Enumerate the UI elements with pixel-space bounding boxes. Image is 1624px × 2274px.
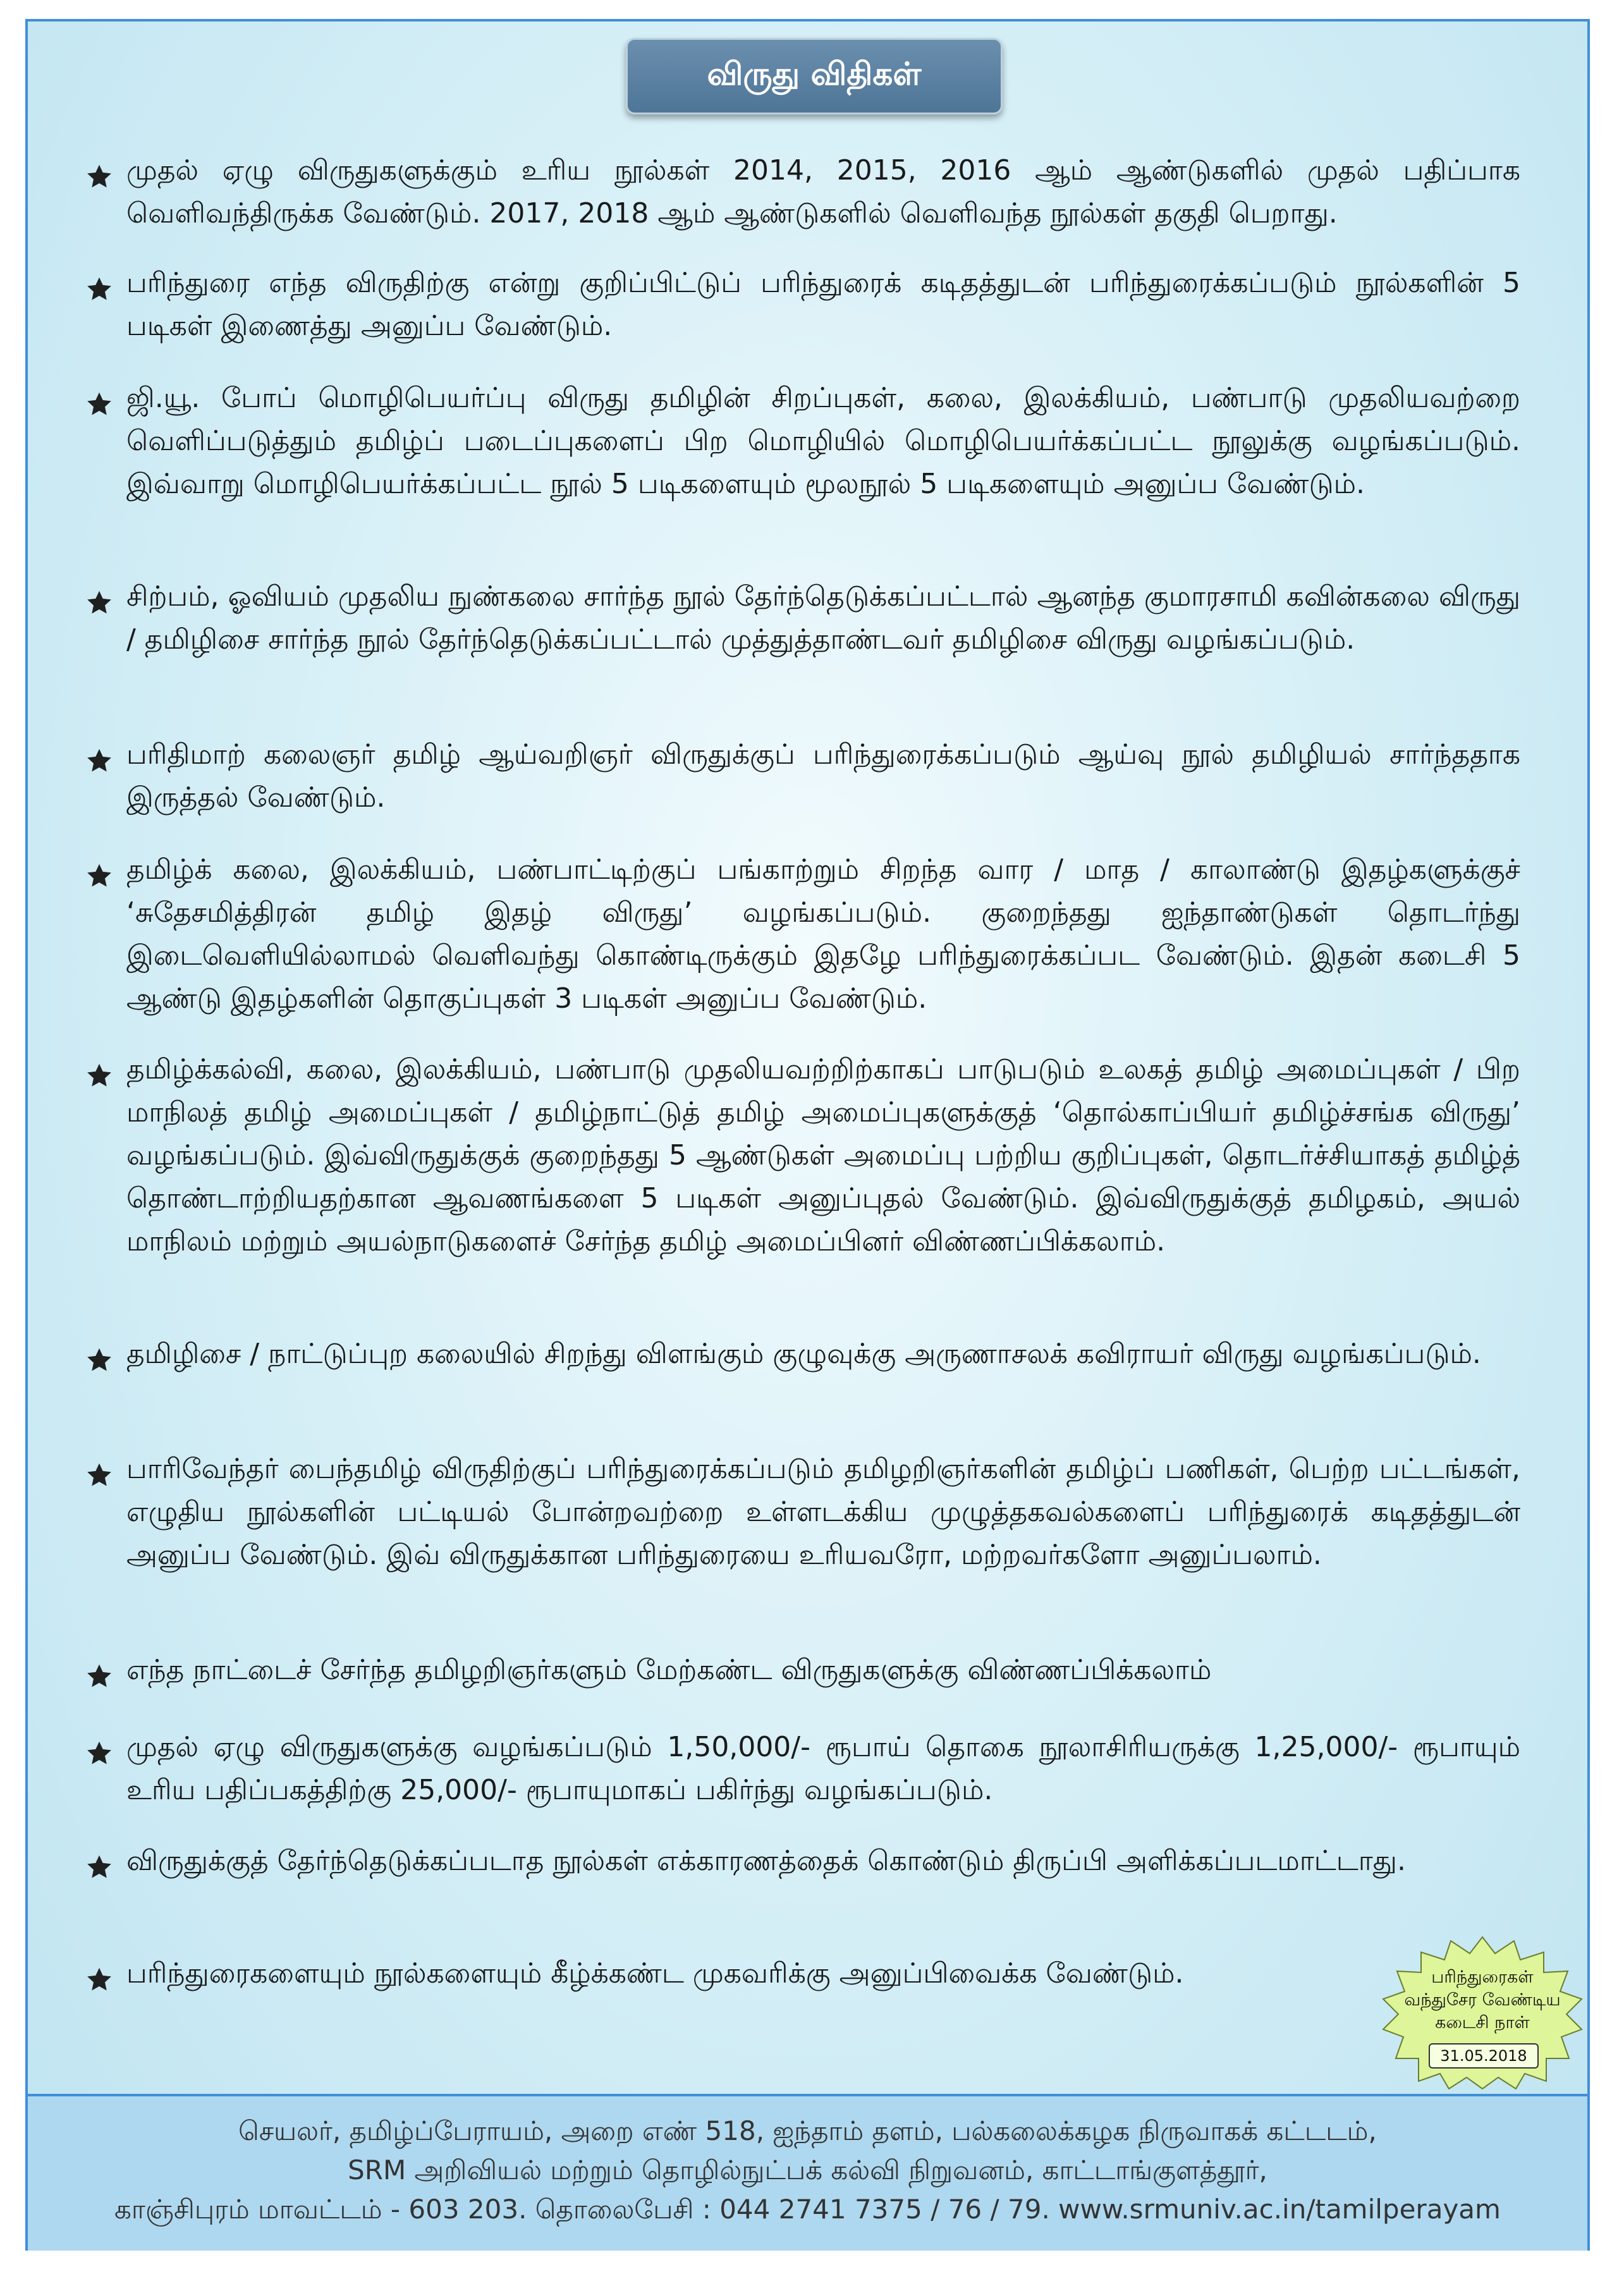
rule-text: முதல் ஏழு விருதுகளுக்கு வழங்கப்படும் 1,50,000/- ரூபாய் தொகை நூலாசிரியருக்கு 1,25,000/- ரூபாயும் உரிய பதிப்பகத்திற்கு 25,000/- ரூபாயுமாகப் பகிர்ந்து வழங்கப்படும். (126, 1731, 1520, 1806)
rule-item (126, 1333, 1520, 1376)
rule-text: தமிழ்க்கல்வி, கலை, இலக்கியம், பண்பாடு முதலியவற்றிற்காகப் பாடுபடும் உலகத் தமிழ் அமைப்புகள் / பிற மாநிலத் தமிழ் அமைப்புகள் / தமிழ்நாட்டுத் தமிழ் அமைப்புகளுக்குத் ‘தொல்காப்பியர் தமிழ்ச்சங்க விருது’ வழங்கப்படும். இவ்விருதுக்குக் குறைந்தது 5 ஆண்டுகள் அமைப்பு பற்றிய குறிப்புகள், தொடர்ச்சியாகத் தமிழ்த் தொண்டாற்றியதற்கான ஆவணங்களை 5 படிகள் அனுப்புதல் வேண்டும். இவ்விருதுக்குத் தமிழகம், அயல் மாநிலம் மற்றும் அயல்நாடுகளைச் சேர்ந்த தமிழ் அமைப்பினர் விண்ணப்பிக்கலாம். (126, 1053, 1520, 1257)
deadline-line-3: கடைசி நாள் (1435, 2013, 1530, 2033)
deadline-label (1403, 1966, 1561, 2034)
star-bullet-icon (85, 1663, 113, 1690)
rule-item (126, 1840, 1520, 1883)
rule-text: பரிதிமாற் கலைஞர் தமிழ் ஆய்வறிஞர் விருதுக்குப் பரிந்துரைக்கப்படும் ஆய்வு நூல் தமிழியல் சார்ந்ததாக இருத்தல் வேண்டும். (126, 738, 1520, 814)
rule-text: விருதுக்குத் தேர்ந்தெடுக்கப்படாத நூல்கள் எக்காரணத்தைக் கொண்டும் திருப்பி அளிக்கப்படமாட்டாது. (126, 1845, 1406, 1877)
star-bullet-icon (85, 862, 113, 890)
rule-item (126, 733, 1520, 819)
rule-item (126, 149, 1520, 235)
rule-item (126, 377, 1520, 506)
star-bullet-icon (85, 1062, 113, 1090)
star-bullet-icon (85, 391, 113, 419)
star-bullet-icon (85, 276, 113, 303)
rule-item (126, 1952, 1359, 1995)
address-line-2: SRM அறிவியல் மற்றும் தொழில்நுட்பக் கல்வி நிறுவனம், காட்டாங்குளத்தூர், (348, 2155, 1267, 2185)
deadline-line-1: பரிந்துரைகள் (1431, 1967, 1534, 1987)
deadline-badge (1378, 1935, 1587, 2089)
star-bullet-icon (85, 747, 113, 775)
deadline-date: 31.05.2018 (1429, 2043, 1539, 2069)
address-line-3: காஞ்சிபுரம் மாவட்டம் - 603 203. தொலைபேசி : 044 2741 7375 / 76 / 79. www.srmuniv.ac.in/tamilperayam (114, 2194, 1501, 2225)
deadline-line-2: வந்துசேர வேண்டிய (1404, 1990, 1561, 2010)
address-footer (28, 2094, 1587, 2251)
rule-text: முதல் ஏழு விருதுகளுக்கும் உரிய நூல்கள் 2014, 2015, 2016 ஆம் ஆண்டுகளில் முதல் பதிப்பாக வெளிவந்திருக்க வேண்டும். 2017, 2018 ஆம் ஆண்டுகளில் வெளிவந்த நூல்கள் தகுதி பெறாது. (126, 154, 1520, 229)
rule-item (126, 1726, 1520, 1812)
rule-item (126, 1649, 1520, 1692)
star-bullet-icon (85, 163, 113, 191)
rule-text: எந்த நாட்டைச் சேர்ந்த தமிழறிஞர்களும் மேற்கண்ட விருதுகளுக்கு விண்ணப்பிக்கலாம் (126, 1654, 1212, 1686)
rule-item (126, 848, 1520, 1020)
star-bullet-icon (85, 1740, 113, 1768)
rule-item (126, 575, 1520, 661)
star-bullet-icon (85, 1347, 113, 1374)
rule-text: பாரிவேந்தர் பைந்தமிழ் விருதிற்குப் பரிந்துரைக்கப்படும் தமிழறிஞர்களின் தமிழ்ப் பணிகள், பெற்ற பட்டங்கள், எழுதிய நூல்களின் பட்டியல் போன்றவற்றை உள்ளடக்கிய முழுத்தகவல்களைப் பரிந்துரைக் கடிதத்துடன் அனுப்ப வேண்டும். இவ் விருதுக்கான பரிந்துரையை உரியவரோ, மற்றவர்களோ அனுப்பலாம். (126, 1453, 1520, 1571)
star-bullet-icon (85, 1462, 113, 1489)
rule-text: ஜி.யூ. போப் மொழிபெயர்ப்பு விருது தமிழின் சிறப்புகள், கலை, இலக்கியம், பண்பாடு முதலியவற்றை வெளிப்படுத்தும் தமிழ்ப் படைப்புகளைப் பிற மொழியில் மொழிபெயர்க்கப்பட்ட நூலுக்கு வழங்கப்படும். இவ்வாறு மொழிபெயர்க்கப்பட்ட நூல் 5 படிகளையும் மூலநூல் 5 படிகளையும் அனுப்ப வேண்டும். (126, 382, 1520, 500)
rule-text: பரிந்துரைகளையும் நூல்களையும் கீழ்க்கண்ட முகவரிக்கு அனுப்பிவைக்க வேண்டும். (126, 1957, 1184, 1990)
rule-text: தமிழ்க் கலை, இலக்கியம், பண்பாட்டிற்குப் பங்காற்றும் சிறந்த வார / மாத / காலாண்டு இதழ்களுக்குச் ‘சுதேசமித்திரன் தமிழ் இதழ் விருது’ வழங்கப்படும். குறைந்தது ஐந்தாண்டுகள் தொடர்ந்து இடைவெளியில்லாமல் வெளிவந்து கொண்டிருக்கும் இதழே பரிந்துரைக்கப்பட வேண்டும். இதன் கடைசி 5 ஆண்டு இதழ்களின் தொகுப்புகள் 3 படிகள் அனுப்ப வேண்டும். (126, 853, 1520, 1015)
rule-text: பரிந்துரை எந்த விருதிற்கு என்று குறிப்பிட்டுப் பரிந்துரைக் கடிதத்துடன் பரிந்துரைக்கப்படும் நூல்களின் 5 படிகள் இணைத்து அனுப்ப வேண்டும். (126, 267, 1521, 342)
star-bullet-icon (85, 1854, 113, 1881)
rule-item (126, 262, 1520, 348)
star-bullet-icon (85, 1966, 113, 1994)
rule-item (126, 1448, 1520, 1577)
rule-text: தமிழிசை / நாட்டுப்புற கலையில் சிறந்து விளங்கும் குழுவுக்கு அருணாசலக் கவிராயர் விருது வழங்கப்படும். (126, 1338, 1481, 1370)
address-line-1: செயலர், தமிழ்ப்பேராயம், அறை எண் 518, ஐந்தாம் தளம், பல்கலைக்கழக நிருவாகக் கட்டடம், (238, 2115, 1377, 2146)
page-title: விருது விதிகள் (707, 56, 922, 92)
star-bullet-icon (85, 589, 113, 617)
rule-item (126, 1048, 1520, 1263)
rule-text: சிற்பம், ஓவியம் முதலிய நுண்கலை சார்ந்த நூல் தேர்ந்தெடுக்கப்பட்டால் ஆனந்த குமாரசாமி கவின்கலை விருது / தமிழிசை சார்ந்த நூல் தேர்ந்தெடுக்கப்பட்டால் முத்துத்தாண்டவர் தமிழிசை விருது வழங்கப்படும். (126, 580, 1520, 656)
